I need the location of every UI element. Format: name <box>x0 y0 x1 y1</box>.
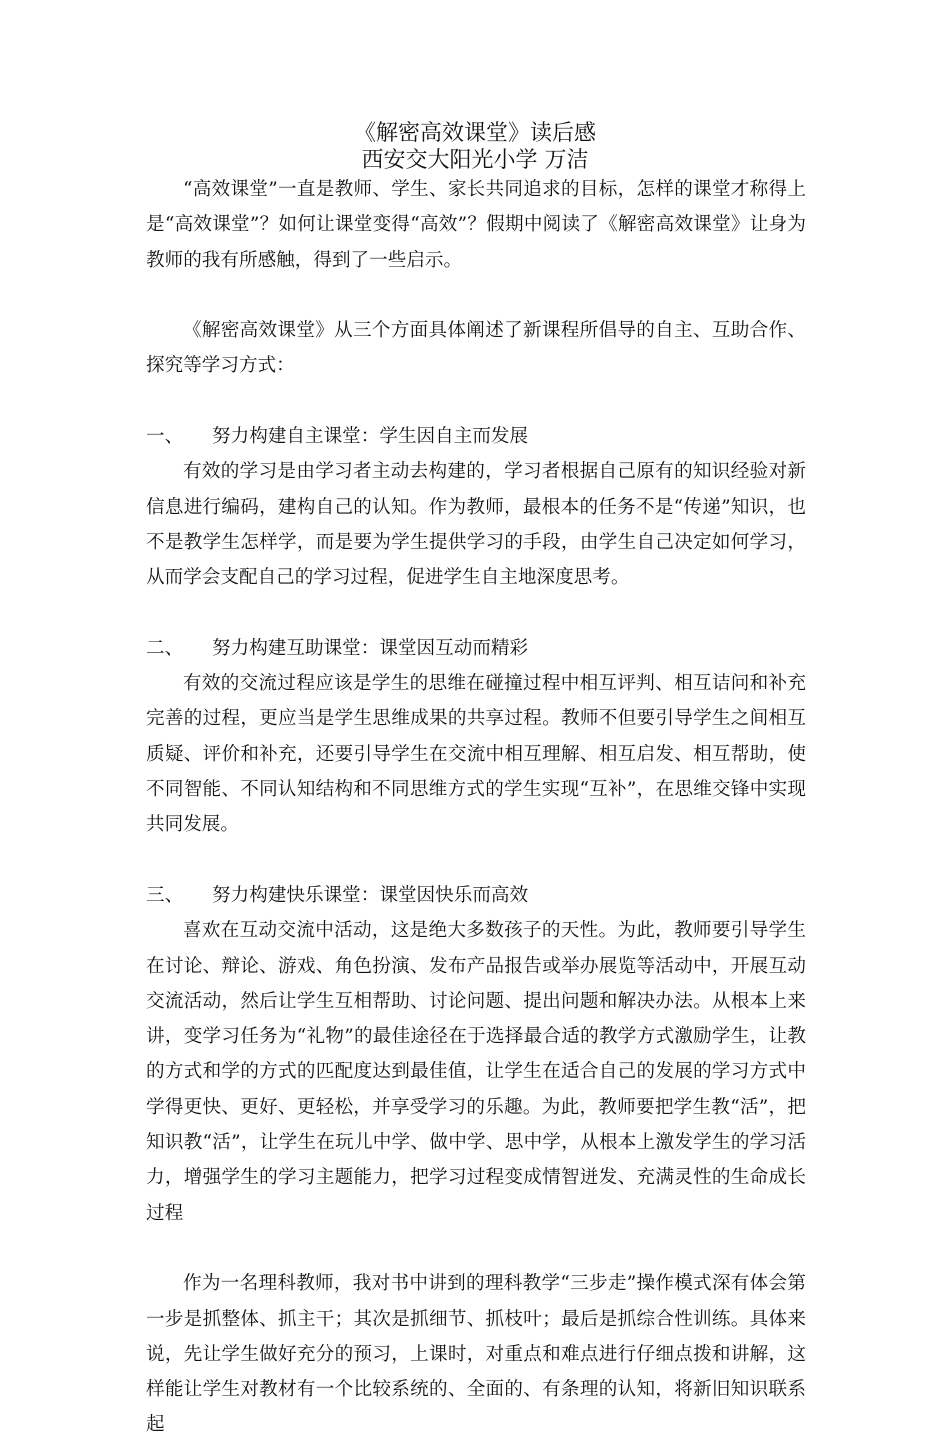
overview-paragraph: 《解密高效课堂》从三个方面具体阐述了新课程所倡导的自主、互助合作、探究等学习方式： <box>146 320 806 377</box>
section-paragraph-1: 有效的学习是由学习者主动去构建的，学习者根据自己原有的知识经验对新信息进行编码，建构自己的认知。作为教师，最根本的任务不是“传递”知识，也不是教学生怎样学，而是要为学生提供学习的手段，由学生自己决定如何学习，从而学会支配自己的学习过程，促进学生自主地深度思考。 <box>146 461 806 589</box>
section-number-3: 三、 <box>146 884 184 906</box>
section-heading-text-3: 努力构建快乐课堂：课堂因快乐而高效 <box>212 884 529 906</box>
section-paragraph-3: 喜欢在互动交流中活动，这是绝大多数孩子的天性。为此，教师要引导学生在讨论、辩论、游戏、角色扮演、发布产品报告或举办展览等活动中，开展互动交流活动，然后让学生互相帮助、讨论问题、提出问题和解决办法。从根本上来讲，变学习任务为“礼物”的最佳途径在于选择最合适的教学方式激励学生，让教的方式和学的方式的匹配度达到最佳值，让学生在适合自己的发展的学习方式中学得更快、更好、更轻松，并享受学习的乐趣。为此，教师要把学生教“活”，把知识教“活”，让学生在玩儿中学、做中学、思中学，从根本上激发学生的学习活力，增强学生的学习主题能力，把学习过程变成情智迸发、充满灵性的生命成长过程 <box>146 920 806 1224</box>
closing-paragraph: 作为一名理科教师，我对书中讲到的理科教学“三步走”操作模式深有体会第一步是抓整体、抓主干；其次是抓细节、抓枝叶；最后是抓综合性训练。具体来说，先让学生做好充分的预习，上课时，对重点和难点进行仔细点拨和讲解，这样能让学生对教材有一个比较系统的、全面的、有条理的认知，将新旧知识联系起 <box>146 1273 806 1436</box>
paragraph-gap <box>146 1231 806 1266</box>
author-line: 西安交大阳光小学 万洁 <box>361 148 589 173</box>
section-number-2: 二、 <box>146 637 184 659</box>
section-heading-2 <box>146 631 806 666</box>
paragraph-gap <box>146 843 806 878</box>
paragraph-gap <box>146 596 806 631</box>
document-title: 《解密高效课堂》读后感 <box>353 121 596 146</box>
section-heading-1 <box>146 419 806 454</box>
paragraph-gap <box>146 278 806 313</box>
section-paragraph-2: 有效的交流过程应该是学生的思维在碰撞过程中相互评判、相互诘问和补充完善的过程，更应当是学生思维成果的共享过程。教师不但要引导学生之间相互质疑、评价和补充，还要引导学生在交流中相互理解、相互启发、相互帮助，使不同智能、不同认知结构和不同思维方式的学生实现“互补”，在思维交锋中实现共同发展。 <box>146 673 806 836</box>
section-heading-text-2: 努力构建互助课堂：课堂因互动而精彩 <box>212 637 529 659</box>
title-block <box>0 120 950 174</box>
intro-paragraph: “高效课堂”一直是教师、学生、家长共同追求的目标，怎样的课堂才称得上是“高效课堂”？如何让课堂变得“高效”？假期中阅读了《解密高效课堂》让身为教师的我有所感触，得到了一些启示。 <box>146 179 806 271</box>
paragraph-gap <box>146 384 806 419</box>
document-body <box>146 172 806 1443</box>
section-heading-text-1: 努力构建自主课堂：学生因自主而发展 <box>212 426 529 448</box>
section-heading-3 <box>146 878 806 913</box>
section-number-1: 一、 <box>146 426 184 448</box>
